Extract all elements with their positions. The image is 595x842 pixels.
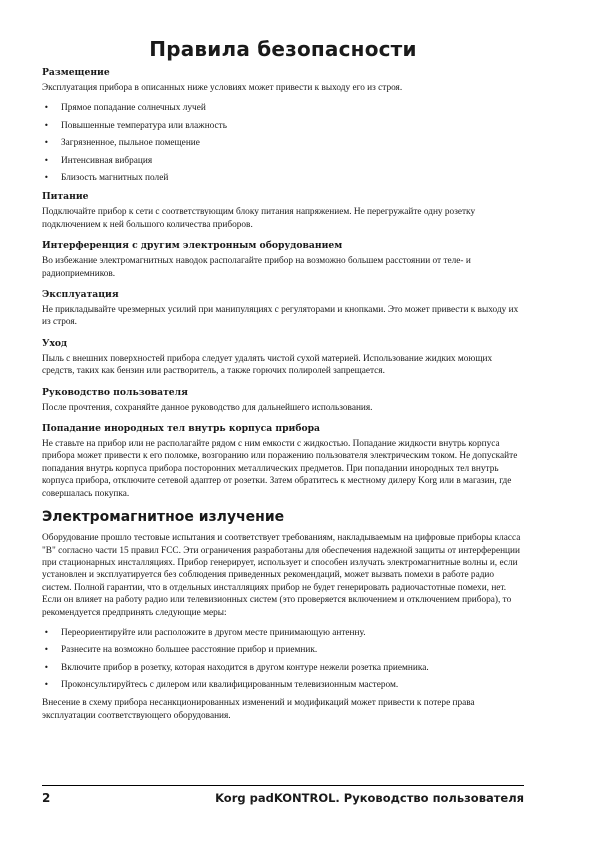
list-item: [42, 627, 524, 639]
list-item-text: Близость магнитных полей: [61, 173, 169, 184]
emi-list: [42, 627, 524, 692]
bullet-icon: •: [44, 173, 49, 183]
emi-closing: Внесение в схему прибора несанкционированных изменений и модификаций может привести к потере права эксплуатации соответствующего оборудования.: [42, 698, 475, 721]
list-item: [42, 172, 524, 184]
list-item-text: Переориентируйте или расположите в другом месте принимающую антенну.: [61, 627, 366, 638]
list-item-text: Повышенные температура или влажность: [61, 120, 227, 131]
list-item: [42, 679, 524, 691]
list-item-text: Разнесите на возможно большее расстояние прибор и приемник.: [61, 645, 318, 656]
page-number: 2: [42, 791, 51, 805]
bullet-icon: •: [44, 120, 49, 130]
content: [42, 66, 524, 730]
heading-placement: Размещение: [42, 67, 110, 78]
section-title-emi: Электромагнитное излучение: [42, 509, 285, 526]
heading-foreign-objects: Попадание инородных тел внутрь корпуса прибора: [42, 423, 320, 435]
list-item-text: Загрязненное, пыльное помещение: [61, 138, 200, 149]
footer-divider: [42, 785, 524, 786]
bullet-icon: •: [44, 155, 49, 165]
bullet-icon: •: [44, 662, 49, 672]
placement-list: [42, 102, 524, 184]
heading-operation: Эксплуатация: [42, 289, 119, 301]
list-item-text: Прямое попадание солнечных лучей: [61, 103, 206, 114]
operation-text: Не прикладывайте чрезмерных усилий при манипуляциях с регуляторами и кнопками. Это может привести к выходу их из строя.: [42, 305, 519, 328]
list-item: [42, 137, 524, 149]
manual-text: После прочтения, сохраняйте данное руководство для дальнейшего использования.: [42, 402, 373, 413]
list-item: [42, 120, 524, 132]
bullet-icon: •: [44, 627, 49, 637]
care-text: Пыль с внешних поверхностей прибора следует удалять чистой сухой материей. Использование жидких моющих средств, таких как бензин или растворитель, а также горючих полиролей запрещается.: [42, 353, 493, 377]
footer-doc-title: Korg padKONTROL. Руководство пользователя: [215, 791, 524, 805]
list-item: [42, 644, 524, 656]
list-item: [42, 155, 524, 167]
heading-care: Уход: [42, 337, 68, 349]
page-title: Правила безопасности: [149, 37, 417, 61]
foreign-objects-text: Не ставьте на прибор или не располагайте рядом с ним емкости с жидкостью. Попадание жидкости внутрь корпуса прибора может привести к его поломке, возгоранию или поражению пользователя электрическим током. Не допускайте попадания внутрь корпуса прибора посторонних металлических предметов. При попадании инородных тел внутрь корпуса прибора, отключите сетевой адаптер от розетки. Затем обратитесь к местному дилеру Korg или в магазин, где совершалась покупка.: [42, 439, 518, 499]
list-item: [42, 662, 524, 674]
heading-interference: Интерференция с другим электронным оборудованием: [42, 240, 343, 252]
placement-intro: Эксплуатация прибора в описанных ниже условиях может привести к выходу его из строя.: [42, 83, 403, 93]
heading-manual: Руководство пользователя: [42, 386, 188, 398]
list-item-text: Интенсивная вибрация: [61, 155, 153, 166]
bullet-icon: •: [44, 103, 49, 113]
bullet-icon: •: [44, 645, 49, 655]
list-item-text: Проконсультируйтесь с дилером или квалифицированным телевизионным мастером.: [61, 680, 399, 691]
list-item-text: Включите прибор в розетку, которая находится в другом контуре нежели розетка приемника.: [61, 662, 429, 673]
power-text: Подключайте прибор к сети с соответствующим блоку питания напряжением. Не перегружайте одну розетку подключением к ней большого количества приборов.: [42, 207, 476, 230]
bullet-icon: •: [44, 680, 49, 690]
bullet-icon: •: [44, 138, 49, 148]
list-item: [42, 102, 524, 114]
interference-text: Во избежание электромагнитных наводок располагайте прибор на возможно большем расстоянии от теле- и радиоприемников.: [42, 256, 471, 279]
heading-power: Питание: [42, 191, 89, 203]
emi-text: Оборудование прошло тестовые испытания и соответствует требованиям, накладываемым на цифровые приборы класса "B" согласно части 15 правил FCC. Эти ограничения разработаны для обеспечения надежной защиты от интерференции при стационарных инсталляциях. Прибор генерирует, использует и способен излучать электромагнитные волны и, если установлен и эксплуатируется без соблюдения приведенных рекомендаций, может вызвать помехи в работе радио систем. Полной гарантии, что в отдельных инсталляциях прибор не будет генерировать радиочастотные помехи, нет. Если он влияет на работу радио или телевизионных систем (это проверяется включением и отключением прибора), то рекомендуется предпринять следующие меры:: [42, 533, 521, 618]
